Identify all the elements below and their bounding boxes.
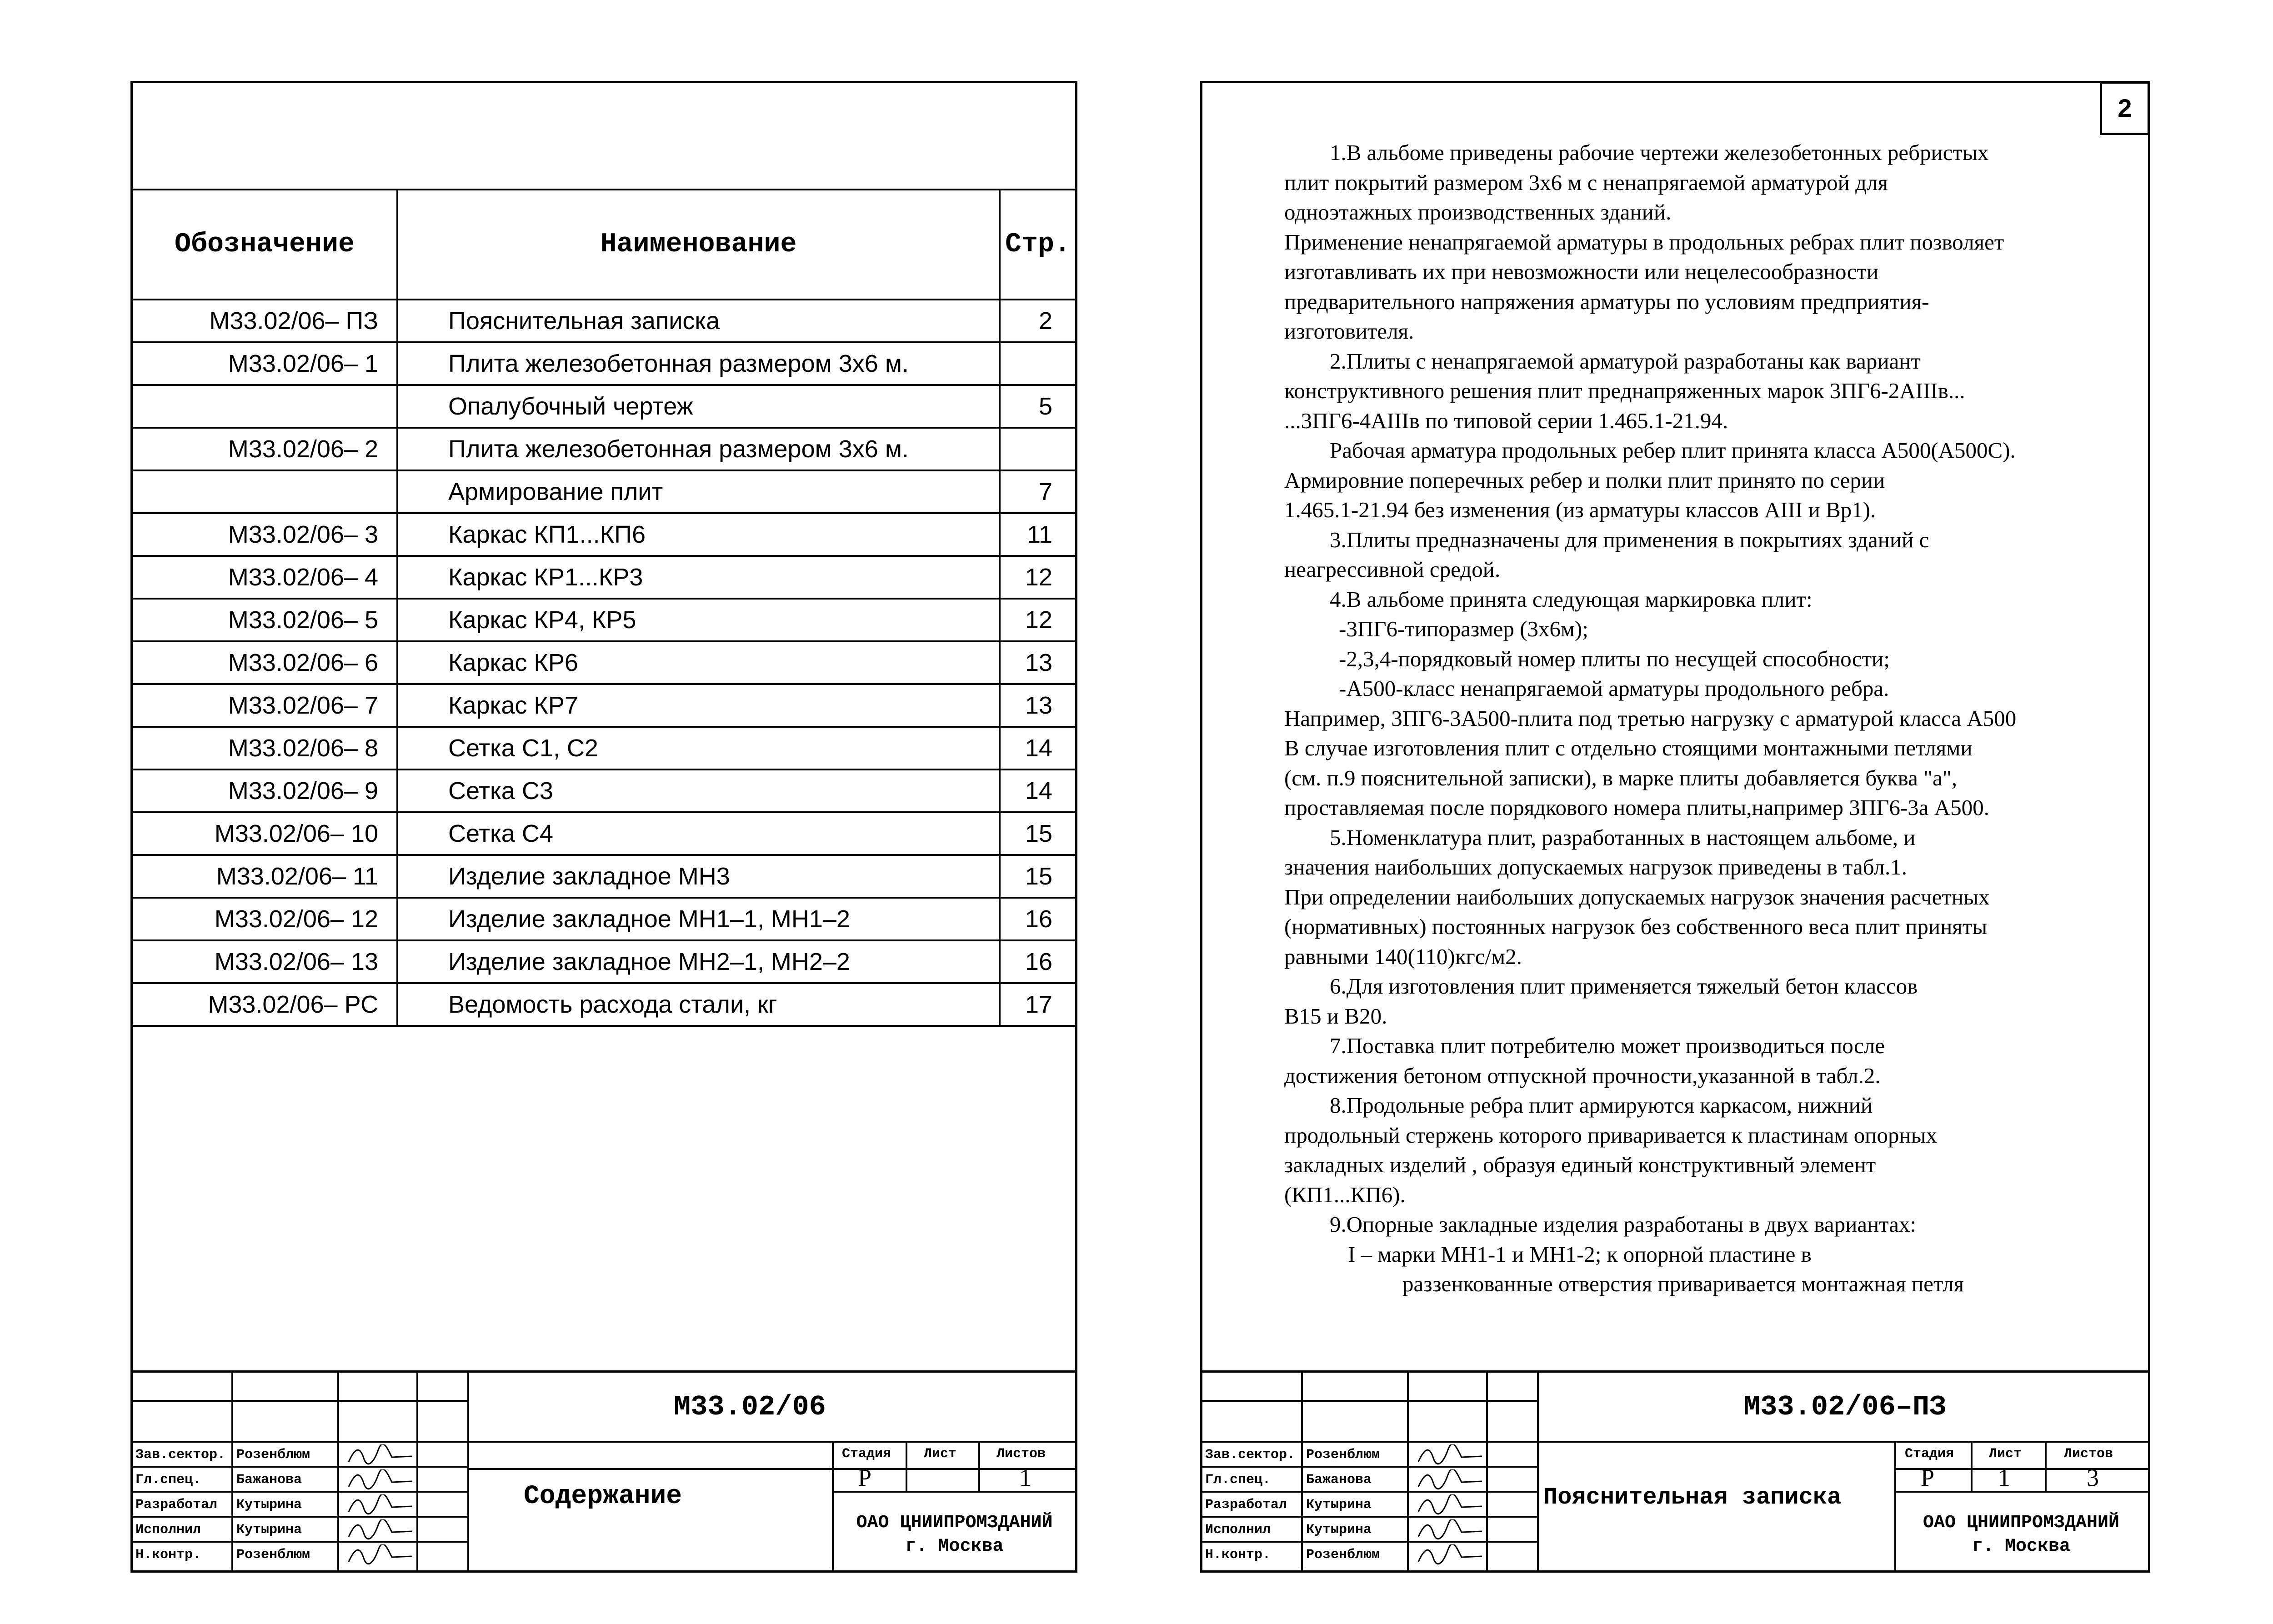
contents-code-cell <box>133 385 397 428</box>
contents-page-cell: 15 <box>1000 812 1075 855</box>
sheets-value: 3 <box>2087 1464 2099 1491</box>
table-row <box>133 556 1075 599</box>
contents-name-cell: Плита железобетонная размером 3х6 м. <box>397 428 1000 470</box>
note-line: (нормативных) постоянных нагрузок без собственного веса плит приняты <box>1284 914 1988 939</box>
contents-name-cell: Изделие закладное МН3 <box>397 855 1000 898</box>
contents-name-cell: Каркас КП1...КП6 <box>397 513 1000 556</box>
signer-role: Зав.сектор. <box>1205 1447 1296 1463</box>
note-line: значения наибольших допускаемых нагрузок приведены в табл.1. <box>1284 854 1907 879</box>
signer-name: Розенблюм <box>1306 1447 1380 1463</box>
signer-name: Бажанова <box>236 1472 302 1488</box>
table-row <box>133 727 1075 770</box>
signer-role: Исполнил <box>1205 1522 1271 1538</box>
signer-role: Н.контр. <box>135 1547 201 1563</box>
contents-name-cell: Изделие закладное МН2–1, МН2–2 <box>397 940 1000 983</box>
header-code: Обозначение <box>133 190 397 300</box>
contents-page-cell: 13 <box>1000 641 1075 684</box>
handwritten-signature <box>346 1444 415 1465</box>
contents-name-cell: Каркас КР7 <box>397 684 1000 727</box>
contents-code-cell: М33.02/06– РС <box>133 983 397 1026</box>
note-line: (КП1...КП6). <box>1284 1182 1406 1207</box>
header-page: Стр. <box>1000 190 1075 300</box>
note-line: ...3ПГ6-4АIIIв по типовой серии 1.465.1-21.94. <box>1284 408 1728 433</box>
table-row <box>133 599 1075 641</box>
contents-code-cell: М33.02/06– 9 <box>133 770 397 812</box>
contents-page-cell: 12 <box>1000 556 1075 599</box>
organization-name: ОАО ЦНИИПРОМЗДАНИЙ <box>1923 1513 2120 1533</box>
stage-value: Р <box>858 1464 872 1491</box>
organization <box>835 1511 1074 1559</box>
note-line: 9.Опорные закладные изделия разработаны в двух вариантах: <box>1330 1212 1917 1237</box>
signer-role: Гл.спец. <box>1205 1472 1271 1488</box>
signer-role: Разработал <box>135 1497 218 1513</box>
contents-name-cell: Ведомость расхода стали, кг <box>397 983 1000 1026</box>
note-line: Применение ненапрягаемой арматуры в продольных ребрах плит позволяет <box>1284 229 2004 255</box>
table-row <box>133 898 1075 940</box>
signer-role: Н.контр. <box>1205 1547 1271 1563</box>
table-row <box>133 641 1075 684</box>
sheet-label: Лист <box>1989 1446 2022 1462</box>
signer-role: Гл.спец. <box>135 1472 201 1488</box>
signer-name: Кутырина <box>1306 1522 1372 1538</box>
table-row <box>133 812 1075 855</box>
note-line: (см. п.9 пояснительной записки), в марке плиты добавляется буква "а", <box>1284 765 1958 790</box>
contents-table-body <box>133 300 1075 1026</box>
stage-value: Р <box>1921 1464 1935 1491</box>
signer-role: Зав.сектор. <box>135 1447 226 1463</box>
sheets-value: 1 <box>1019 1464 1031 1491</box>
contents-name-cell: Изделие закладное МН1–1, МН1–2 <box>397 898 1000 940</box>
contents-name-cell: Опалубочный чертеж <box>397 385 1000 428</box>
notes-sheet <box>1200 81 2150 1573</box>
contents-code-cell: М33.02/06– ПЗ <box>133 300 397 342</box>
note-line: Например, 3ПГ6-3А500-плита под третью нагрузку с арматурой класса А500 <box>1284 705 2017 731</box>
document-code: М33.02/06–ПЗ <box>1743 1391 1947 1423</box>
note-line: 1.465.1-21.94 без изменения (из арматуры классов АIII и Вр1). <box>1284 497 1876 522</box>
handwritten-signature <box>1416 1444 1484 1465</box>
signer-name: Кутырина <box>236 1497 302 1513</box>
sheet-number: 2 <box>2100 81 2150 135</box>
document-title: Содержание <box>524 1482 682 1511</box>
note-line: достижения бетоном отпускной прочности,указанной в табл.2. <box>1284 1063 1881 1088</box>
note-line: -А500-класс ненапрягаемой арматуры продольного ребра. <box>1339 676 1889 701</box>
contents-name-cell: Сетка С4 <box>397 812 1000 855</box>
contents-name-cell: Армирование плит <box>397 470 1000 513</box>
stage-label: Стадия <box>1905 1446 1954 1462</box>
signer-name: Кутырина <box>236 1522 302 1538</box>
note-line: равными 140(110)кгс/м2. <box>1284 944 1522 969</box>
contents-page-cell: 16 <box>1000 898 1075 940</box>
contents-code-cell: М33.02/06– 5 <box>133 599 397 641</box>
signer-role: Исполнил <box>135 1522 201 1538</box>
table-row <box>133 300 1075 342</box>
handwritten-signature <box>346 1519 415 1540</box>
contents-code-cell: М33.02/06– 1 <box>133 342 397 385</box>
note-line: 1.В альбоме приведены рабочие чертежи железобетонных ребристых <box>1330 140 1989 165</box>
contents-page-cell: 17 <box>1000 983 1075 1026</box>
table-row <box>133 940 1075 983</box>
note-line: При определении наибольших допускаемых нагрузок значения расчетных <box>1284 884 1990 909</box>
handwritten-signature <box>1416 1469 1484 1490</box>
contents-code-cell: М33.02/06– 4 <box>133 556 397 599</box>
sheets-label: Листов <box>996 1446 1046 1462</box>
contents-name-cell: Каркас КР1...КР3 <box>397 556 1000 599</box>
table-row <box>133 428 1075 470</box>
organization <box>1896 1511 2146 1559</box>
contents-sheet <box>130 81 1077 1573</box>
contents-page-cell: 2 <box>1000 300 1075 342</box>
signer-name: Розенблюм <box>236 1547 310 1563</box>
contents-page-cell <box>1000 342 1075 385</box>
sheet-label: Лист <box>924 1446 957 1462</box>
note-line: плит покрытий размером 3х6 м с ненапрягаемой арматурой для <box>1284 170 1888 195</box>
note-line: -2,3,4-порядковый номер плиты по несущей способности; <box>1339 646 1890 671</box>
handwritten-signature <box>1416 1494 1484 1515</box>
note-line: продольный стержень которого приваривается к пластинам опорных <box>1284 1122 1938 1148</box>
handwritten-signature <box>346 1494 415 1515</box>
note-line: 7.Поставка плит потребителю может производиться после <box>1330 1033 1885 1058</box>
note-line: раззенкованные отверстия приваривается монтажная петля <box>1402 1271 1964 1296</box>
signer-name: Розенблюм <box>236 1447 310 1463</box>
handwritten-signature <box>346 1544 415 1565</box>
contents-name-cell: Сетка С1, С2 <box>397 727 1000 770</box>
contents-code-cell: М33.02/06– 11 <box>133 855 397 898</box>
contents-page-cell: 14 <box>1000 770 1075 812</box>
table-row <box>133 385 1075 428</box>
note-line: В случае изготовления плит с отдельно стоящими монтажными петлями <box>1284 735 1973 760</box>
note-line: Рабочая арматура продольных ребер плит принята класса А500(А500С). <box>1330 438 2016 463</box>
contents-code-cell: М33.02/06– 12 <box>133 898 397 940</box>
table-row <box>133 855 1075 898</box>
table-row <box>133 342 1075 385</box>
contents-page-cell: 5 <box>1000 385 1075 428</box>
contents-page-cell: 7 <box>1000 470 1075 513</box>
handwritten-signature <box>1416 1544 1484 1565</box>
notes-text <box>1284 138 2139 1299</box>
sheet-value: 1 <box>1998 1464 2010 1491</box>
contents-name-cell: Каркас КР6 <box>397 641 1000 684</box>
table-row <box>133 470 1075 513</box>
signer-name: Кутырина <box>1306 1497 1372 1513</box>
note-line: -3ПГ6-типоразмер (3х6м); <box>1339 616 1588 641</box>
contents-name-cell: Плита железобетонная размером 3х6 м. <box>397 342 1000 385</box>
header-name: Наименование <box>397 190 1000 300</box>
signer-name: Розенблюм <box>1306 1547 1380 1563</box>
note-line: конструктивного решения плит преднапряженных марок 3ПГ6-2АIIIв... <box>1284 378 1965 403</box>
table-row <box>133 983 1075 1026</box>
document-title: Пояснительная записка <box>1543 1484 1842 1511</box>
signer-role: Разработал <box>1205 1497 1287 1513</box>
note-line: 3.Плиты предназначены для применения в покрытиях зданий с <box>1330 527 1929 552</box>
organization-name: ОАО ЦНИИПРОМЗДАНИЙ <box>856 1513 1053 1533</box>
sheets-label: Листов <box>2064 1446 2113 1462</box>
contents-header-row <box>133 190 1075 300</box>
handwritten-signature <box>1416 1519 1484 1540</box>
note-line: неагрессивной средой. <box>1284 557 1501 582</box>
contents-table <box>133 189 1075 1027</box>
contents-code-cell: М33.02/06– 10 <box>133 812 397 855</box>
contents-code-cell: М33.02/06– 8 <box>133 727 397 770</box>
contents-code-cell: М33.02/06– 7 <box>133 684 397 727</box>
title-block <box>1202 1370 2148 1570</box>
table-row <box>133 513 1075 556</box>
title-block <box>133 1370 1075 1570</box>
note-line: проставляемая после порядкового номера плиты,например 3ПГ6-3а А500. <box>1284 795 1989 820</box>
contents-code-cell: М33.02/06– 6 <box>133 641 397 684</box>
note-line: 5.Номенклатура плит, разработанных в настоящем альбоме, и <box>1330 824 1916 850</box>
note-line: предварительного напряжения арматуры по условиям предприятия- <box>1284 289 1929 314</box>
note-line: изготовителя. <box>1284 319 1414 344</box>
note-line: В15 и В20. <box>1284 1003 1387 1029</box>
note-line: Армировние поперечных ребер и полки плит принято по серии <box>1284 467 1885 493</box>
table-row <box>133 684 1075 727</box>
contents-page-cell: 13 <box>1000 684 1075 727</box>
contents-page-cell: 16 <box>1000 940 1075 983</box>
contents-page-cell <box>1000 428 1075 470</box>
contents-name-cell: Пояснительная записка <box>397 300 1000 342</box>
contents-code-cell: М33.02/06– 2 <box>133 428 397 470</box>
handwritten-signature <box>346 1469 415 1490</box>
organization-city: г. Москва <box>1972 1536 2071 1557</box>
contents-page-cell: 12 <box>1000 599 1075 641</box>
organization-city: г. Москва <box>905 1536 1004 1557</box>
table-row <box>133 770 1075 812</box>
document-code: М33.02/06 <box>674 1391 826 1423</box>
contents-code-cell <box>133 470 397 513</box>
note-line: 4.В альбоме принята следующая маркировка плит: <box>1330 586 1812 612</box>
contents-name-cell: Каркас КР4, КР5 <box>397 599 1000 641</box>
contents-name-cell: Сетка С3 <box>397 770 1000 812</box>
signer-name: Бажанова <box>1306 1472 1372 1488</box>
stage-label: Стадия <box>842 1446 891 1462</box>
note-line: I – марки МН1-1 и МН1-2; к опорной пластине в <box>1348 1241 1812 1267</box>
note-line: изготавливать их при невозможности или нецелесообразности <box>1284 259 1879 284</box>
note-line: закладных изделий , образуя единый конструктивный элемент <box>1284 1152 1876 1177</box>
contents-page-cell: 15 <box>1000 855 1075 898</box>
note-line: одноэтажных производственных зданий. <box>1284 200 1672 225</box>
note-line: 2.Плиты с ненапрягаемой арматурой разработаны как вариант <box>1330 348 1921 374</box>
contents-code-cell: М33.02/06– 13 <box>133 940 397 983</box>
contents-code-cell: М33.02/06– 3 <box>133 513 397 556</box>
note-line: 8.Продольные ребра плит армируются каркасом, нижний <box>1330 1093 1873 1118</box>
contents-page-cell: 11 <box>1000 513 1075 556</box>
contents-page-cell: 14 <box>1000 727 1075 770</box>
note-line: 6.Для изготовления плит применяется тяжелый бетон классов <box>1330 974 1918 999</box>
